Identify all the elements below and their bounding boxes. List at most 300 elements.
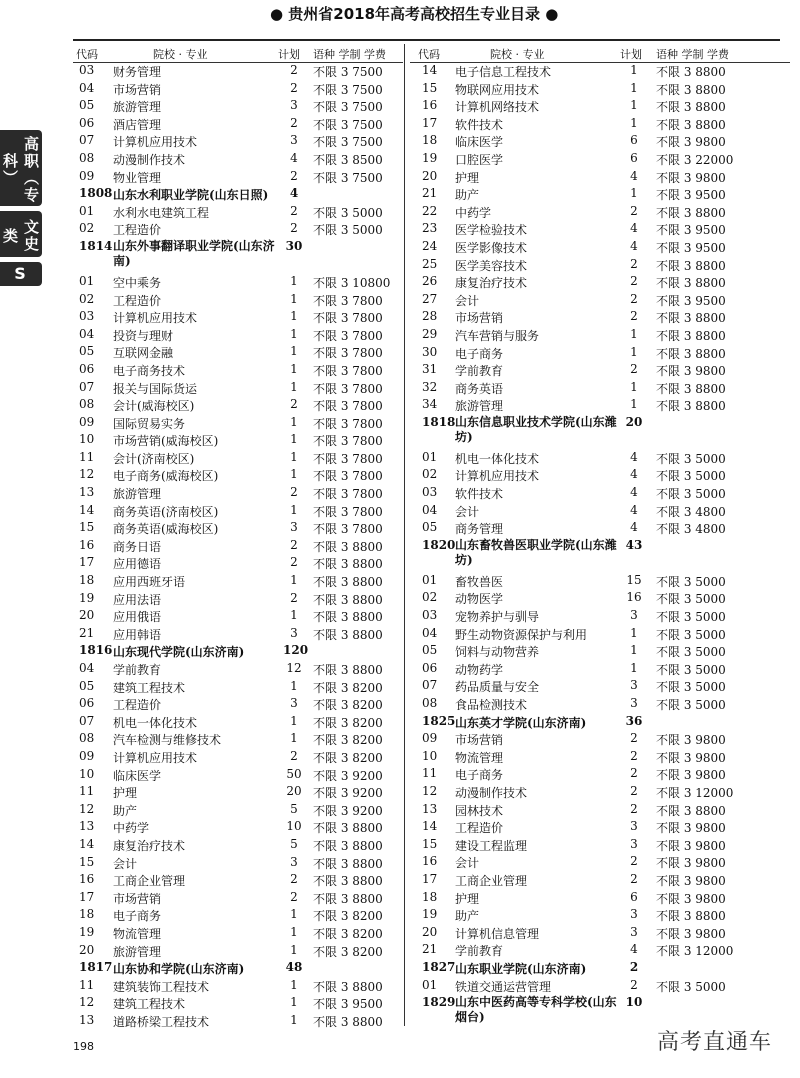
row-plan: 3 (290, 98, 298, 113)
major-name: 工商企业管理 (455, 873, 528, 888)
row-info: 不限 3 9800 (656, 856, 726, 871)
row-plan: 4 (630, 485, 638, 500)
row-code: 20 (422, 924, 438, 939)
major-row (73, 414, 403, 432)
row-info: 不限 3 7500 (313, 100, 383, 115)
row-plan: 2 (630, 783, 638, 798)
row-code: 11 (422, 766, 438, 781)
major-name: 商务日语 (113, 539, 162, 554)
major-row (410, 273, 790, 291)
major-name: 食品检测技术 (455, 698, 528, 712)
row-code: 18 (79, 907, 95, 922)
row-code: 09 (422, 731, 438, 746)
major-name: 市场营销(威海校区) (113, 434, 219, 449)
row-info: 不限 3 8800 (313, 1014, 383, 1029)
row-info: 不限 3 8800 (313, 856, 383, 871)
row-info: 不限 3 8200 (313, 733, 383, 748)
major-name: 商务管理 (455, 522, 504, 537)
row-code: 09 (79, 414, 95, 429)
row-code: 05 (79, 678, 95, 693)
row-plan: 1 (630, 98, 638, 113)
major-name: 学前教育 (113, 663, 162, 677)
major-row (410, 168, 790, 186)
row-code: 08 (79, 731, 95, 746)
row-plan: 1 (290, 467, 298, 482)
school-row (410, 537, 790, 572)
row-code: 30 (422, 344, 438, 359)
row-code: 34 (422, 397, 438, 412)
major-name: 计算机应用技术 (113, 311, 198, 326)
row-code: 04 (79, 326, 95, 341)
major-row (410, 220, 790, 238)
major-row (73, 590, 403, 608)
row-code: 21 (422, 186, 438, 201)
major-row (73, 431, 403, 449)
major-name: 物联网应用技术 (455, 82, 540, 97)
major-row (73, 132, 403, 150)
major-row (410, 871, 790, 889)
major-name: 电子商务技术 (113, 363, 186, 378)
row-plan: 1 (630, 186, 638, 201)
row-plan: 1 (290, 573, 298, 588)
row-plan: 2 (290, 590, 298, 605)
row-plan: 4 (289, 186, 299, 201)
major-row (73, 326, 403, 344)
row-plan: 1 (630, 397, 638, 412)
major-row (410, 150, 790, 168)
major-row (73, 854, 403, 872)
row-code: 06 (79, 696, 95, 711)
major-name: 康复治疗技术 (113, 838, 186, 853)
major-row (410, 572, 790, 590)
row-info: 不限 3 5000 (656, 469, 726, 484)
major-row (73, 625, 403, 643)
row-info: 不限 3 8800 (313, 979, 383, 994)
row-plan: 2 (630, 801, 638, 816)
row-info: 不限 3 7800 (313, 416, 383, 431)
row-info: 不限 3 7800 (313, 469, 383, 484)
row-info: 不限 3 4800 (656, 504, 726, 519)
row-code: 11 (79, 784, 95, 799)
row-plan: 2 (630, 871, 638, 886)
major-name: 旅游管理 (113, 100, 162, 115)
row-plan: 2 (630, 309, 638, 324)
row-info: 不限 3 7500 (313, 117, 383, 132)
school-name: 山东信息职业技术学院(山东潍坊) (455, 414, 617, 444)
major-name: 园林技术 (455, 803, 504, 818)
row-info: 不限 3 5000 (656, 627, 726, 642)
row-code: 13 (422, 801, 438, 816)
major-name: 会计(济南校区) (113, 451, 195, 466)
row-info: 不限 3 8800 (313, 663, 383, 677)
major-row (73, 396, 403, 414)
major-name: 应用韩语 (113, 627, 162, 642)
row-info: 不限 3 4800 (656, 522, 726, 537)
row-info: 不限 3 7800 (313, 293, 383, 308)
row-code: 17 (422, 115, 438, 130)
major-name: 饲料与动物营养 (455, 645, 540, 660)
major-name: 学前教育 (455, 944, 504, 959)
major-row (73, 203, 403, 221)
school-name: 山东职业学院(山东济南) (455, 961, 587, 976)
row-code: 18 (422, 133, 438, 148)
row-code: 02 (422, 467, 438, 482)
row-info: 不限 3 9200 (313, 803, 383, 818)
row-plan: 2 (629, 959, 639, 974)
header-name: 院校 · 专业 (490, 48, 545, 61)
major-row (410, 132, 790, 150)
row-plan: 1 (290, 379, 298, 394)
row-code: 14 (422, 63, 438, 77)
row-info: 不限 3 9800 (656, 733, 726, 748)
row-plan: 2 (290, 537, 298, 552)
row-info: 不限 3 7800 (313, 346, 383, 361)
row-plan: 4 (630, 502, 638, 517)
major-name: 工程造价 (113, 698, 162, 713)
row-code: 02 (422, 590, 438, 605)
major-row (73, 818, 403, 836)
row-info: 不限 3 8800 (313, 610, 383, 625)
major-row (73, 449, 403, 467)
row-plan: 3 (290, 854, 298, 869)
major-name: 临床医学 (113, 768, 162, 783)
major-row (410, 765, 790, 783)
left-column (73, 44, 403, 1029)
row-info: 不限 3 8200 (313, 698, 383, 713)
major-name: 建筑工程技术 (113, 680, 186, 695)
row-code: 15 (422, 836, 438, 851)
right-table-body (410, 62, 790, 1029)
row-code: 01 (422, 449, 438, 464)
major-row (410, 977, 790, 995)
major-name: 会计 (455, 504, 480, 519)
major-row (73, 801, 403, 819)
major-row (73, 924, 403, 942)
row-info: 不限 3 8800 (656, 803, 726, 818)
major-row (410, 361, 790, 379)
row-plan: 1 (290, 1012, 298, 1027)
row-plan: 3 (630, 836, 638, 851)
row-code: 31 (422, 362, 438, 377)
major-row (73, 519, 403, 537)
major-row (410, 62, 790, 80)
side-tab-letter: S (0, 262, 42, 286)
major-name: 电子商务(威海校区) (113, 469, 219, 484)
major-row (410, 906, 790, 924)
major-name: 助产 (113, 803, 138, 818)
row-plan: 4 (630, 221, 638, 236)
row-code: 17 (79, 555, 95, 570)
row-info: 不限 3 5000 (656, 451, 726, 466)
major-name: 建筑工程技术 (113, 997, 186, 1012)
row-plan: 2 (290, 397, 298, 412)
row-plan: 2 (630, 362, 638, 377)
major-row (410, 238, 790, 256)
row-code: 1814 (79, 238, 113, 253)
row-plan: 5 (290, 836, 298, 851)
row-plan: 3 (630, 819, 638, 834)
row-code: 06 (79, 361, 95, 376)
row-code: 19 (79, 924, 95, 939)
major-row (410, 642, 790, 660)
row-info: 不限 3 5000 (656, 574, 726, 589)
row-plan: 1 (290, 449, 298, 464)
major-row (73, 379, 403, 397)
major-row (73, 906, 403, 924)
row-info: 不限 3 9800 (656, 891, 726, 906)
major-name: 会计 (455, 856, 480, 871)
row-info: 不限 3 8800 (656, 100, 726, 115)
row-info: 不限 3 7800 (313, 522, 383, 537)
row-plan: 6 (630, 133, 638, 148)
row-code: 15 (79, 854, 95, 869)
major-row (73, 537, 403, 555)
major-row (73, 871, 403, 889)
row-info: 不限 3 7800 (313, 399, 383, 414)
row-info: 不限 3 7500 (313, 170, 383, 185)
row-info: 不限 3 9500 (656, 240, 726, 255)
row-code: 22 (422, 203, 438, 218)
school-name: 山东畜牧兽医职业学院(山东潍坊) (455, 537, 617, 567)
major-name: 康复治疗技术 (455, 276, 528, 291)
row-info: 不限 3 8500 (313, 152, 383, 167)
row-code: 02 (79, 221, 95, 236)
major-name: 动物药学 (455, 662, 504, 677)
row-info: 不限 3 9500 (656, 223, 726, 238)
row-code: 28 (422, 309, 438, 324)
row-code: 06 (79, 115, 95, 130)
major-row (73, 766, 403, 784)
major-name: 软件技术 (455, 117, 504, 132)
row-plan: 3 (630, 696, 638, 710)
row-code: 24 (422, 238, 438, 253)
row-plan: 50 (286, 766, 302, 781)
row-code: 25 (422, 256, 438, 271)
row-code: 11 (79, 449, 95, 464)
row-plan: 43 (625, 537, 643, 552)
row-code: 16 (79, 872, 95, 887)
row-info: 不限 3 7800 (313, 487, 383, 502)
row-code: 14 (422, 819, 438, 834)
row-plan: 1 (290, 907, 298, 922)
row-plan: 2 (630, 748, 638, 763)
row-plan: 1 (290, 678, 298, 693)
row-plan: 1 (630, 660, 638, 675)
row-info: 不限 3 8800 (656, 82, 726, 97)
major-row (73, 713, 403, 731)
header-code: 代码 (76, 48, 98, 61)
row-code: 05 (79, 344, 95, 359)
major-name: 宠物养护与驯导 (455, 610, 540, 625)
row-plan: 10 (286, 819, 302, 834)
major-name: 商务英语(威海校区) (113, 522, 219, 537)
major-row (410, 466, 790, 484)
row-code: 13 (79, 485, 95, 500)
major-row (410, 396, 790, 414)
row-info: 不限 3 7800 (313, 328, 383, 343)
school-row (73, 959, 403, 977)
row-info: 不限 3 8800 (656, 258, 726, 273)
major-row (73, 62, 403, 80)
row-code: 1816 (79, 643, 113, 658)
major-name: 旅游管理 (113, 944, 162, 959)
row-info: 不限 3 9200 (313, 786, 383, 801)
major-name: 护理 (455, 891, 480, 906)
row-plan: 1 (290, 326, 298, 341)
major-row (73, 484, 403, 502)
row-plan: 1 (290, 977, 298, 992)
major-row (410, 256, 790, 274)
major-name: 计算机应用技术 (455, 469, 540, 484)
row-code: 04 (422, 502, 438, 517)
header-plan: 计划 (620, 48, 642, 61)
row-info: 不限 3 8800 (656, 328, 726, 343)
school-name: 山东现代学院(山东济南) (113, 645, 245, 660)
row-plan: 2 (290, 80, 298, 95)
major-name: 空中乘务 (113, 275, 162, 290)
row-plan: 1 (290, 608, 298, 623)
row-code: 08 (79, 397, 95, 412)
row-info: 不限 3 8800 (656, 381, 726, 396)
row-code: 19 (422, 907, 438, 922)
row-info: 不限 3 9200 (313, 768, 383, 783)
major-name: 铁道交通运营管理 (455, 979, 552, 994)
major-row (73, 273, 403, 291)
major-name: 计算机信息管理 (455, 926, 540, 941)
row-plan: 4 (630, 168, 638, 183)
major-name: 工程造价 (455, 821, 504, 836)
row-info: 不限 3 7800 (313, 434, 383, 449)
row-plan: 1 (630, 63, 638, 77)
major-row (410, 203, 790, 221)
major-name: 建筑装饰工程技术 (113, 979, 210, 994)
major-row (73, 97, 403, 115)
header-name: 院校 · 专业 (153, 48, 208, 61)
major-row (73, 695, 403, 713)
major-row (410, 625, 790, 643)
major-row (410, 853, 790, 871)
row-info: 不限 3 9500 (656, 188, 726, 203)
row-plan: 1 (290, 309, 298, 324)
major-row (410, 589, 790, 607)
major-name: 水利水电建筑工程 (113, 205, 210, 220)
major-name: 投资与理财 (113, 328, 174, 343)
row-info: 不限 3 7500 (313, 135, 383, 150)
row-info: 不限 3 10800 (313, 275, 391, 290)
row-plan: 2 (290, 889, 298, 904)
column-header (73, 44, 403, 62)
major-name: 报关与国际货运 (113, 381, 198, 396)
school-row (73, 642, 403, 660)
major-row (73, 361, 403, 379)
row-plan: 30 (285, 238, 303, 253)
row-plan: 2 (290, 203, 298, 218)
row-code: 20 (79, 942, 95, 957)
row-plan: 10 (625, 995, 643, 1010)
row-code: 12 (79, 467, 95, 482)
row-code: 01 (422, 572, 438, 587)
row-code: 05 (422, 520, 438, 535)
row-code: 19 (79, 590, 95, 605)
row-info: 不限 3 5000 (656, 979, 726, 994)
major-row (73, 572, 403, 590)
row-plan: 12 (286, 661, 302, 675)
header-plan: 计划 (278, 48, 300, 61)
school-row (410, 713, 790, 731)
row-plan: 5 (290, 801, 298, 816)
major-name: 国际贸易实务 (113, 416, 186, 431)
major-row (73, 291, 403, 309)
major-row (73, 220, 403, 238)
major-row (410, 502, 790, 520)
school-row (73, 238, 403, 273)
row-plan: 2 (290, 168, 298, 183)
row-plan: 3 (290, 520, 298, 535)
major-row (73, 836, 403, 854)
row-plan: 4 (630, 467, 638, 482)
major-row (410, 344, 790, 362)
row-code: 1817 (79, 960, 113, 975)
major-row (410, 818, 790, 836)
major-row (410, 80, 790, 98)
header-rule (73, 39, 780, 41)
row-info: 不限 3 8800 (313, 557, 383, 572)
row-plan: 3 (630, 924, 638, 939)
row-plan: 15 (626, 572, 642, 587)
school-row (410, 414, 790, 449)
major-row (73, 748, 403, 766)
major-row (73, 115, 403, 133)
row-plan: 1 (290, 344, 298, 359)
row-info: 不限 3 5000 (656, 592, 726, 607)
major-name: 财务管理 (113, 65, 162, 79)
major-row (73, 1012, 403, 1030)
major-row (410, 801, 790, 819)
major-name: 动漫制作技术 (455, 785, 528, 800)
row-code: 15 (422, 80, 438, 95)
major-name: 中药学 (455, 205, 492, 220)
row-plan: 48 (285, 960, 303, 975)
row-plan: 1 (290, 731, 298, 746)
row-plan: 1 (630, 344, 638, 359)
major-name: 旅游管理 (455, 399, 504, 414)
row-code: 10 (79, 766, 95, 781)
row-info: 不限 3 9800 (656, 873, 726, 888)
row-code: 16 (422, 854, 438, 869)
school-name: 山东水利职业学院(山东日照) (113, 188, 269, 203)
row-code: 07 (79, 133, 95, 148)
row-code: 03 (79, 63, 95, 77)
row-info: 不限 3 5000 (656, 662, 726, 677)
row-plan: 1 (630, 326, 638, 341)
row-plan: 1 (290, 924, 298, 939)
row-plan: 4 (630, 520, 638, 535)
row-code: 21 (422, 942, 438, 957)
row-info: 不限 3 8200 (313, 926, 383, 941)
major-name: 会计 (113, 856, 138, 871)
major-row (410, 519, 790, 537)
header-info: 语种 学制 学费 (656, 48, 729, 61)
major-row (410, 449, 790, 467)
row-plan: 1 (290, 273, 298, 288)
major-row (73, 730, 403, 748)
row-plan: 1 (630, 643, 638, 658)
row-plan: 1 (290, 995, 298, 1010)
major-name: 应用德语 (113, 557, 162, 572)
row-info: 不限 3 5000 (656, 645, 726, 660)
major-name: 汽车营销与服务 (455, 328, 540, 343)
major-name: 会计 (455, 293, 480, 308)
